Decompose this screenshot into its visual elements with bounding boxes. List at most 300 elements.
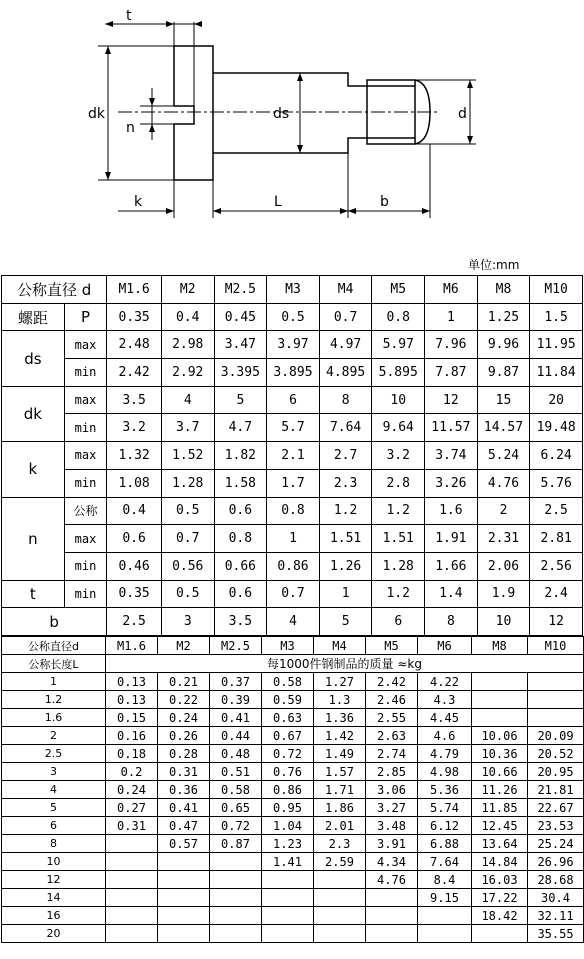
- value-cell: 0.4: [107, 497, 162, 525]
- mass-cell: 3.48: [366, 817, 418, 835]
- table-row: [2, 497, 583, 525]
- value-cell: 9.87: [477, 359, 530, 387]
- label-k: k: [134, 194, 143, 210]
- nominal-length-label: 公称长度L: [2, 655, 106, 673]
- param-label: dk: [2, 386, 65, 441]
- size-header: M2: [158, 637, 210, 655]
- mass-cell: 4.98: [418, 763, 472, 781]
- mass-cell: 11.26: [472, 781, 528, 799]
- size-header: M1.6: [107, 276, 162, 304]
- table-row: [2, 414, 583, 442]
- size-header: M4: [319, 276, 372, 304]
- value-cell: 0.6: [214, 580, 267, 608]
- mass-cell: 6.88: [418, 835, 472, 853]
- value-cell: 3.7: [161, 414, 214, 442]
- mass-cell: 0.37: [210, 673, 262, 691]
- mass-cell: 3.06: [366, 781, 418, 799]
- mass-cell: 3.91: [366, 835, 418, 853]
- mass-cell: 0.51: [210, 763, 262, 781]
- mass-cell: 0.58: [262, 673, 314, 691]
- value-cell: 6: [372, 608, 425, 636]
- mass-cell: [158, 853, 210, 871]
- mass-cell: 2.46: [366, 691, 418, 709]
- mass-cell: 1.3: [314, 691, 366, 709]
- mass-cell: [106, 907, 158, 925]
- mass-cell: 0.21: [158, 673, 210, 691]
- mass-cell: 10.06: [472, 727, 528, 745]
- value-cell: 6: [267, 386, 320, 414]
- sub-label: max: [64, 442, 107, 470]
- sub-label: min: [64, 580, 107, 608]
- value-cell: 2.7: [319, 442, 372, 470]
- value-cell: 5.97: [372, 331, 425, 359]
- mass-cell: [262, 871, 314, 889]
- table-row: [2, 442, 583, 470]
- size-header: M3: [262, 637, 314, 655]
- mass-cell: [314, 889, 366, 907]
- value-cell: 1.2: [319, 497, 372, 525]
- mass-cell: 1.36: [314, 709, 366, 727]
- nominal-diameter-label: 公称直径d: [2, 637, 106, 655]
- value-cell: 12: [530, 608, 583, 636]
- b-row: [2, 608, 583, 636]
- mass-cell: 0.31: [158, 763, 210, 781]
- mass-cell: 0.47: [158, 817, 210, 835]
- table-row: [2, 469, 583, 497]
- mass-cell: 0.72: [210, 817, 262, 835]
- value-cell: 4.895: [319, 359, 372, 387]
- mass-cell: 2.74: [366, 745, 418, 763]
- mass-cell: 1.42: [314, 727, 366, 745]
- mass-cell: [262, 925, 314, 943]
- mass-cell: [210, 889, 262, 907]
- value-cell: 3.74: [425, 442, 478, 470]
- mass-cell: 2.42: [366, 673, 418, 691]
- value-cell: 9.64: [372, 414, 425, 442]
- value-cell: 0.7: [319, 303, 372, 331]
- value-cell: 10: [372, 386, 425, 414]
- value-cell: 2.81: [530, 525, 583, 553]
- value-cell: 0.56: [161, 552, 214, 580]
- mass-cell: 32.11: [528, 907, 584, 925]
- value-cell: 3.5: [107, 386, 162, 414]
- param-label: ds: [2, 331, 65, 386]
- mass-cell: [106, 925, 158, 943]
- value-cell: 8: [425, 608, 478, 636]
- mass-cell: 0.26: [158, 727, 210, 745]
- mass-cell: [210, 907, 262, 925]
- size-header: M5: [372, 276, 425, 304]
- mass-cell: [158, 907, 210, 925]
- mass-cell: 1.71: [314, 781, 366, 799]
- value-cell: 2.8: [372, 469, 425, 497]
- mass-cell: 0.31: [106, 817, 158, 835]
- screw-dimension-drawing: [0, 0, 584, 255]
- value-cell: 2.92: [161, 359, 214, 387]
- value-cell: 1.5: [530, 303, 583, 331]
- value-cell: 7.87: [425, 359, 478, 387]
- mass-cell: 0.39: [210, 691, 262, 709]
- label-L: L: [274, 194, 282, 210]
- value-cell: 0.5: [267, 303, 320, 331]
- length-cell: 10: [2, 853, 106, 871]
- mass-cell: [472, 709, 528, 727]
- mass-cell: [528, 709, 584, 727]
- mass-cell: [366, 925, 418, 943]
- size-header: M2.5: [210, 637, 262, 655]
- mass-cell: 1.23: [262, 835, 314, 853]
- size-header: M8: [472, 637, 528, 655]
- table-row: [2, 763, 584, 781]
- sub-label: min: [64, 359, 107, 387]
- mass-cell: [528, 691, 584, 709]
- table-row: [2, 853, 584, 871]
- value-cell: 5: [319, 608, 372, 636]
- size-header: M6: [418, 637, 472, 655]
- value-cell: 5.76: [530, 469, 583, 497]
- subheader-row: [2, 655, 584, 673]
- label-d: d: [458, 106, 467, 122]
- mass-cell: 2.55: [366, 709, 418, 727]
- mass-cell: 11.85: [472, 799, 528, 817]
- mass-cell: 0.15: [106, 709, 158, 727]
- mass-table: [1, 636, 584, 943]
- mass-cell: 3.27: [366, 799, 418, 817]
- pitch-label: 螺距: [2, 303, 65, 331]
- value-cell: 4.97: [319, 331, 372, 359]
- value-cell: 5.24: [477, 442, 530, 470]
- value-cell: 1.51: [372, 525, 425, 553]
- mass-cell: [106, 835, 158, 853]
- pitch-row: [2, 303, 583, 331]
- mass-cell: 2.63: [366, 727, 418, 745]
- mass-cell: [314, 925, 366, 943]
- mass-cell: 2.01: [314, 817, 366, 835]
- mass-cell: 0.57: [158, 835, 210, 853]
- table-row: [2, 925, 584, 943]
- value-cell: 6.24: [530, 442, 583, 470]
- mass-cell: [210, 871, 262, 889]
- mass-cell: 4.34: [366, 853, 418, 871]
- length-cell: 8: [2, 835, 106, 853]
- value-cell: 0.4: [161, 303, 214, 331]
- mass-cell: [472, 691, 528, 709]
- label-n: n: [126, 120, 135, 136]
- table-row: [2, 331, 583, 359]
- length-cell: 20: [2, 925, 106, 943]
- mass-cell: 10.66: [472, 763, 528, 781]
- table-row: [2, 817, 584, 835]
- value-cell: 0.35: [107, 303, 162, 331]
- mass-cell: 23.53: [528, 817, 584, 835]
- mass-cell: 25.24: [528, 835, 584, 853]
- value-cell: 11.84: [530, 359, 583, 387]
- mass-cell: 1.27: [314, 673, 366, 691]
- mass-cell: 28.68: [528, 871, 584, 889]
- mass-cell: [472, 925, 528, 943]
- size-header: M5: [366, 637, 418, 655]
- mass-cell: [418, 907, 472, 925]
- value-cell: 1.58: [214, 469, 267, 497]
- mass-cell: 0.76: [262, 763, 314, 781]
- length-cell: 1: [2, 673, 106, 691]
- label-t: t: [126, 8, 132, 24]
- size-header: M4: [314, 637, 366, 655]
- mass-cell: [418, 925, 472, 943]
- value-cell: 1: [425, 303, 478, 331]
- value-cell: 0.7: [267, 580, 320, 608]
- length-cell: 1.2: [2, 691, 106, 709]
- value-cell: 0.86: [267, 552, 320, 580]
- value-cell: 0.5: [161, 580, 214, 608]
- header-row: [2, 276, 583, 304]
- length-cell: 3: [2, 763, 106, 781]
- mass-cell: [262, 889, 314, 907]
- label-dk: dk: [88, 106, 105, 122]
- mass-cell: 0.16: [106, 727, 158, 745]
- table-row: [2, 889, 584, 907]
- mass-cell: 0.28: [158, 745, 210, 763]
- mass-cell: 20.09: [528, 727, 584, 745]
- table-row: [2, 871, 584, 889]
- table-row: [2, 799, 584, 817]
- value-cell: 7.96: [425, 331, 478, 359]
- table-row: [2, 709, 584, 727]
- value-cell: 11.95: [530, 331, 583, 359]
- value-cell: 1.28: [161, 469, 214, 497]
- table-row: [2, 835, 584, 853]
- value-cell: 4.7: [214, 414, 267, 442]
- table-row: [2, 580, 583, 608]
- value-cell: 0.8: [214, 525, 267, 553]
- dimensions-table: [1, 275, 583, 636]
- table-row: [2, 525, 583, 553]
- mass-cell: 20.95: [528, 763, 584, 781]
- mass-cell: 4.6: [418, 727, 472, 745]
- mass-cell: 30.4: [528, 889, 584, 907]
- value-cell: 0.45: [214, 303, 267, 331]
- mass-cell: 10.36: [472, 745, 528, 763]
- mass-cell: 0.48: [210, 745, 262, 763]
- mass-cell: [528, 673, 584, 691]
- table-row: [2, 359, 583, 387]
- b-label: b: [2, 608, 107, 636]
- value-cell: 1.82: [214, 442, 267, 470]
- mass-cell: 0.18: [106, 745, 158, 763]
- value-cell: 3.97: [267, 331, 320, 359]
- mass-cell: 0.41: [210, 709, 262, 727]
- value-cell: 2.42: [107, 359, 162, 387]
- size-header: M8: [477, 276, 530, 304]
- value-cell: 0.5: [161, 497, 214, 525]
- value-cell: 1.66: [425, 552, 478, 580]
- mass-cell: 0.59: [262, 691, 314, 709]
- nominal-diameter-label: 公称直径 d: [2, 276, 107, 304]
- sub-label: max: [64, 525, 107, 553]
- mass-cell: [472, 673, 528, 691]
- mass-label: 每1000件钢制品的质量 ≈kg: [106, 655, 584, 673]
- mass-cell: [314, 871, 366, 889]
- mass-cell: 20.52: [528, 745, 584, 763]
- value-cell: 5: [214, 386, 267, 414]
- mass-cell: 12.45: [472, 817, 528, 835]
- size-header: M3: [267, 276, 320, 304]
- mass-cell: 9.15: [418, 889, 472, 907]
- value-cell: 1.91: [425, 525, 478, 553]
- mass-cell: 0.41: [158, 799, 210, 817]
- mass-cell: 0.24: [106, 781, 158, 799]
- mass-cell: [262, 907, 314, 925]
- value-cell: 2.3: [319, 469, 372, 497]
- value-cell: 0.8: [267, 497, 320, 525]
- value-cell: 4: [161, 386, 214, 414]
- mass-cell: 0.2: [106, 763, 158, 781]
- mass-cell: 0.13: [106, 691, 158, 709]
- length-cell: 16: [2, 907, 106, 925]
- value-cell: 14.57: [477, 414, 530, 442]
- value-cell: 0.8: [372, 303, 425, 331]
- value-cell: 0.35: [107, 580, 162, 608]
- table-row: [2, 745, 584, 763]
- value-cell: 5.7: [267, 414, 320, 442]
- value-cell: 1.32: [107, 442, 162, 470]
- value-cell: 2.06: [477, 552, 530, 580]
- table-row: [2, 907, 584, 925]
- size-header: M10: [530, 276, 583, 304]
- value-cell: 4: [267, 608, 320, 636]
- value-cell: 0.7: [161, 525, 214, 553]
- mass-cell: 0.72: [262, 745, 314, 763]
- length-cell: 12: [2, 871, 106, 889]
- mass-cell: 4.76: [366, 871, 418, 889]
- mass-cell: 4.22: [418, 673, 472, 691]
- value-cell: 15: [477, 386, 530, 414]
- mass-cell: [158, 889, 210, 907]
- length-cell: 1.6: [2, 709, 106, 727]
- table-row: [2, 727, 584, 745]
- value-cell: 0.66: [214, 552, 267, 580]
- mass-cell: 0.65: [210, 799, 262, 817]
- value-cell: 7.64: [319, 414, 372, 442]
- value-cell: 1.28: [372, 552, 425, 580]
- length-cell: 2.5: [2, 745, 106, 763]
- value-cell: 19.48: [530, 414, 583, 442]
- pitch-symbol: P: [64, 303, 107, 331]
- size-header: M6: [425, 276, 478, 304]
- label-ds: ds: [273, 106, 290, 122]
- value-cell: 1.9: [477, 580, 530, 608]
- value-cell: 12: [425, 386, 478, 414]
- value-cell: 1.51: [319, 525, 372, 553]
- mass-cell: [106, 889, 158, 907]
- mass-cell: [210, 925, 262, 943]
- label-b: b: [380, 194, 389, 210]
- value-cell: 9.96: [477, 331, 530, 359]
- value-cell: 3: [161, 608, 214, 636]
- mass-cell: 8.4: [418, 871, 472, 889]
- table-row: [2, 552, 583, 580]
- mass-cell: 1.86: [314, 799, 366, 817]
- mass-cell: 1.49: [314, 745, 366, 763]
- value-cell: 20: [530, 386, 583, 414]
- mass-cell: 35.55: [528, 925, 584, 943]
- value-cell: 0.6: [107, 525, 162, 553]
- mass-cell: 16.03: [472, 871, 528, 889]
- mass-cell: [210, 853, 262, 871]
- value-cell: 1: [267, 525, 320, 553]
- mass-cell: 0.87: [210, 835, 262, 853]
- mass-cell: [158, 871, 210, 889]
- param-label: t: [2, 580, 65, 608]
- value-cell: 2.98: [161, 331, 214, 359]
- length-cell: 14: [2, 889, 106, 907]
- value-cell: 1.7: [267, 469, 320, 497]
- value-cell: 11.57: [425, 414, 478, 442]
- mass-cell: 17.22: [472, 889, 528, 907]
- mass-cell: 4.45: [418, 709, 472, 727]
- mass-cell: 18.42: [472, 907, 528, 925]
- value-cell: 5.895: [372, 359, 425, 387]
- mass-cell: [158, 925, 210, 943]
- sub-label: max: [64, 386, 107, 414]
- size-header: M10: [528, 637, 584, 655]
- mass-cell: 13.64: [472, 835, 528, 853]
- value-cell: 2.5: [107, 608, 162, 636]
- length-cell: 4: [2, 781, 106, 799]
- mass-cell: 0.95: [262, 799, 314, 817]
- mass-cell: 1.41: [262, 853, 314, 871]
- value-cell: 2: [477, 497, 530, 525]
- mass-cell: [366, 889, 418, 907]
- value-cell: 2.48: [107, 331, 162, 359]
- value-cell: 2.4: [530, 580, 583, 608]
- mass-cell: 2.85: [366, 763, 418, 781]
- mass-cell: 0.24: [158, 709, 210, 727]
- sub-label: min: [64, 552, 107, 580]
- mass-cell: 0.36: [158, 781, 210, 799]
- unit-label: 单位:mm: [468, 258, 520, 272]
- table-row: [2, 386, 583, 414]
- value-cell: 8: [319, 386, 372, 414]
- value-cell: 1.25: [477, 303, 530, 331]
- mass-cell: 0.63: [262, 709, 314, 727]
- value-cell: 3.2: [107, 414, 162, 442]
- mass-cell: 0.67: [262, 727, 314, 745]
- mass-cell: 26.96: [528, 853, 584, 871]
- sub-label: min: [64, 469, 107, 497]
- mass-cell: 0.27: [106, 799, 158, 817]
- value-cell: 1.2: [372, 580, 425, 608]
- param-label: k: [2, 442, 65, 497]
- value-cell: 0.46: [107, 552, 162, 580]
- table-row: [2, 673, 584, 691]
- value-cell: 3.5: [214, 608, 267, 636]
- mass-cell: [106, 871, 158, 889]
- mass-cell: 5.74: [418, 799, 472, 817]
- value-cell: 0.6: [214, 497, 267, 525]
- length-cell: 5: [2, 799, 106, 817]
- value-cell: 1: [319, 580, 372, 608]
- value-cell: 2.5: [530, 497, 583, 525]
- mass-cell: 4.3: [418, 691, 472, 709]
- mass-cell: [366, 907, 418, 925]
- sub-label: 公称: [64, 497, 107, 525]
- length-cell: 6: [2, 817, 106, 835]
- value-cell: 10: [477, 608, 530, 636]
- mass-cell: 1.57: [314, 763, 366, 781]
- mass-cell: 2.59: [314, 853, 366, 871]
- value-cell: 1.6: [425, 497, 478, 525]
